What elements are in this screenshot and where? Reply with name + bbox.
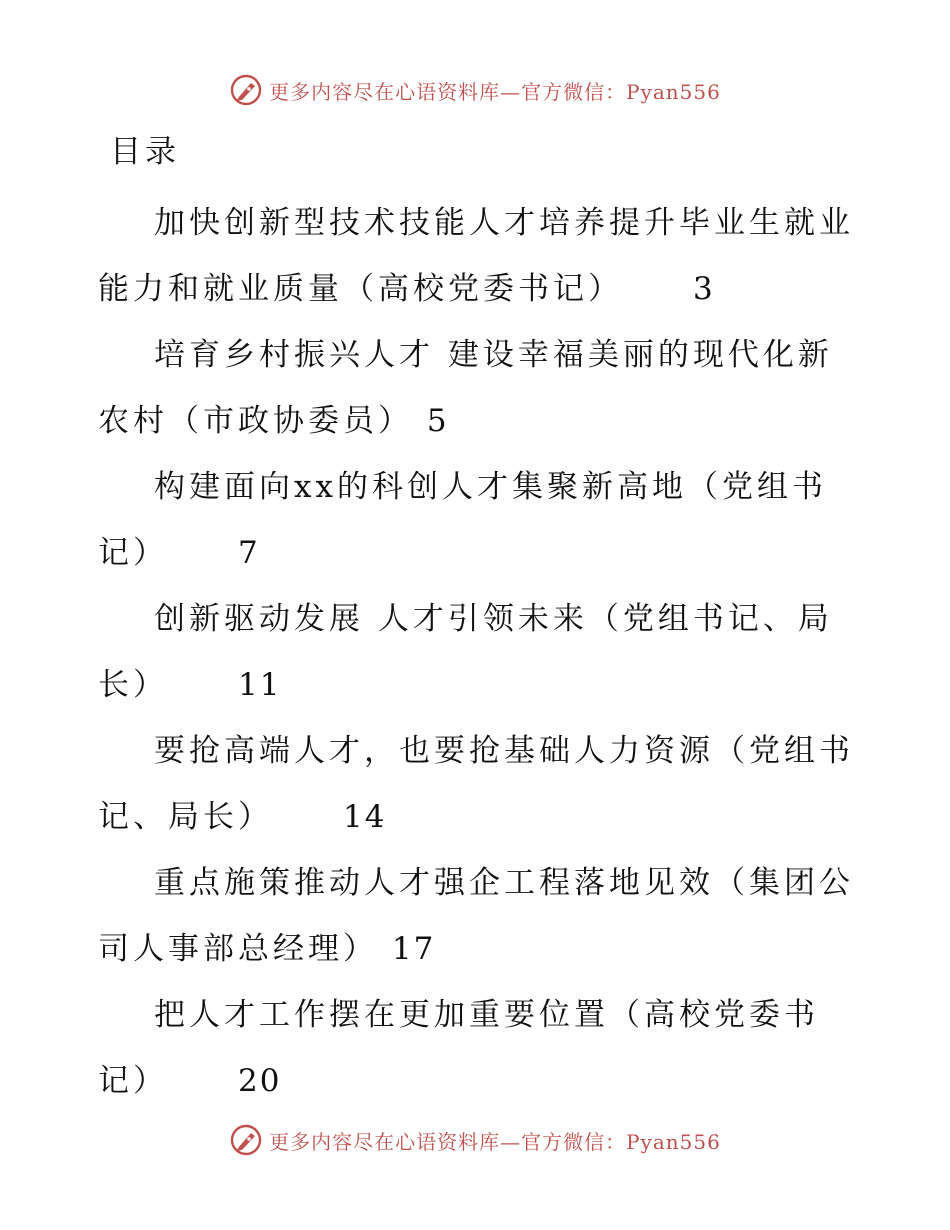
toc-entry-page: 3 (693, 271, 715, 307)
toc-entry-title: 把人才工作摆在更加重要位置（高校党委书记） (98, 997, 819, 1099)
toc-entry[interactable] (98, 322, 858, 454)
toc-entry-title: 重点施策推动人才强企工程落地见效（集团公司人事部总经理） (98, 865, 854, 967)
toc-entry-page: 17 (391, 931, 436, 967)
toc-entry[interactable] (98, 850, 858, 982)
header-watermark (0, 70, 950, 110)
watermark-text: 更多内容尽在心语资料库—官方微信：Pyan556 (269, 1129, 721, 1154)
toc-entry[interactable] (98, 190, 858, 322)
toc-entry-title: 创新驱动发展 人才引领未来（党组书记、局长） (98, 601, 833, 703)
pen-nib-circle-icon (229, 1123, 263, 1157)
toc-entry-page: 5 (426, 403, 449, 439)
toc-entry-title: 构建面向xx的科创人才集聚新高地（党组书记） (98, 469, 827, 571)
toc-entry-title: 加快创新型技术技能人才培养提升毕业生就业能力和就业质量（高校党委书记） (98, 205, 854, 307)
toc-entry[interactable] (98, 586, 858, 718)
table-of-contents (98, 190, 858, 1114)
toc-entry-page: 7 (238, 535, 260, 571)
watermark-text: 更多内容尽在心语资料库—官方微信：Pyan556 (269, 79, 721, 104)
toc-entry-page: 14 (343, 799, 387, 835)
pen-nib-circle-icon (229, 73, 263, 107)
toc-entry[interactable] (98, 982, 858, 1114)
toc-entry-page: 20 (238, 1063, 282, 1099)
toc-entry[interactable] (98, 454, 858, 586)
footer-watermark (0, 1120, 950, 1160)
toc-entry[interactable] (98, 718, 858, 850)
toc-entry-title: 培育乡村振兴人才 建设幸福美丽的现代化新农村（市政协委员） (98, 337, 833, 439)
toc-entry-page: 11 (238, 667, 282, 703)
toc-entry-title: 要抢高端人才，也要抢基础人力资源（党组书记、局长） (98, 733, 854, 835)
toc-heading: 目录 (110, 134, 180, 170)
